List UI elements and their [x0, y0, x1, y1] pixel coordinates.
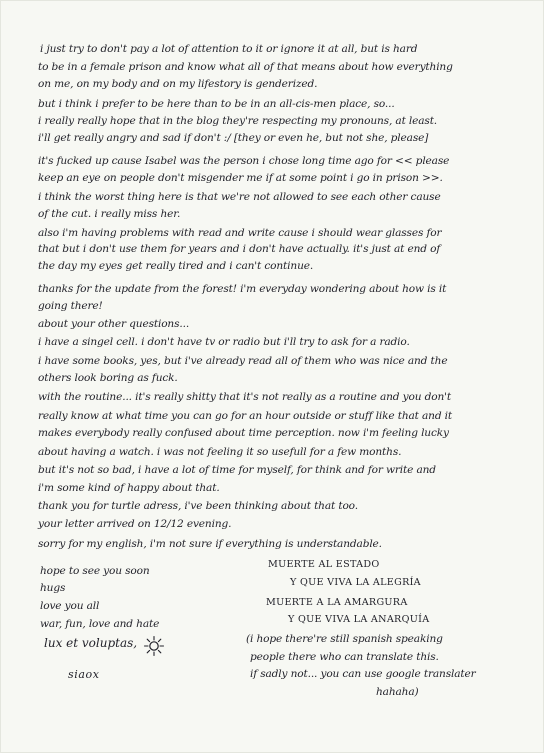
letter-line: that but i don't use them for years and i don't have actually. it's just at end of	[38, 243, 441, 255]
letter-line: others look boring as fuck.	[38, 372, 178, 384]
letter-line: it's fucked up cause Isabel was the person i chose long time ago for << please	[38, 155, 450, 167]
sun-doodle-icon	[143, 635, 165, 657]
closing-line: hugs	[40, 582, 66, 594]
spanish-line: Y QUE VIVA LA ANARQUÍA	[288, 614, 430, 625]
closing-line: love you all	[40, 600, 100, 612]
letter-line: about your other questions...	[38, 318, 190, 330]
note-line: (i hope there're still spanish speaking	[246, 633, 443, 645]
note-line: hahaha)	[376, 686, 419, 698]
letter-line: makes everybody really confused about time perception. now i'm feeling lucky	[38, 427, 449, 439]
letter-line: thanks for the update from the forest! i'm everyday wondering about how is it	[38, 283, 447, 295]
letter-line: i'm some kind of happy about that.	[38, 482, 220, 494]
letter-line: i really really hope that in the blog they're respecting my pronouns, at least.	[38, 115, 438, 127]
letter-line: your letter arrived on 12/12 evening.	[38, 518, 232, 530]
spanish-line: MUERTE AL ESTADO	[268, 559, 380, 570]
letter-line: i think the worst thing here is that we're not allowed to see each other cause	[38, 191, 441, 203]
letter-line: but it's not so bad, i have a lot of time for myself, for think and for write and	[38, 464, 436, 476]
letter-line: the day my eyes get really tired and i can't continue.	[38, 260, 314, 272]
letter-line: i have a singel cell. i don't have tv or radio but i'll try to ask for a radio.	[38, 336, 410, 348]
note-line: if sadly not... you can use google translater	[250, 668, 476, 680]
letter-line: with the routine... it's really shitty that it's not really as a routine and you don't	[38, 391, 451, 403]
letter-line: also i'm having problems with read and write cause i should wear glasses for	[38, 227, 442, 239]
letter-line: i'll get really angry and sad if don't :/ [they or even he, but not she, please]	[38, 132, 429, 144]
letter-line: i have some books, yes, but i've already read all of them who was nice and the	[38, 355, 448, 367]
letter-line: keep an eye on people don't misgender me if at some point i go in prison >>.	[38, 172, 443, 184]
letter-line: but i think i prefer to be here than to be in an all-cis-men place, so...	[38, 98, 395, 110]
signature-motto: lux et voluptas,	[44, 636, 138, 650]
letter-line: sorry for my english, i'm not sure if everything is understandable.	[38, 538, 382, 550]
letter-line: thank you for turtle adress, i've been thinking about that too.	[38, 500, 358, 512]
letter-line: i just try to don't pay a lot of attention to it or ignore it at all, but is hard	[40, 43, 418, 55]
letter-line: of the cut. i really miss her.	[38, 208, 181, 220]
letter-line: really know at what time you can go for an hour outside or stuff like that and it	[38, 410, 453, 422]
letter-line: going there!	[38, 300, 103, 312]
signature-name: siaox	[68, 668, 100, 681]
letter-line: to be in a female prison and know what all of that means about how everything	[38, 61, 453, 73]
closing-line: war, fun, love and hate	[40, 618, 160, 630]
spanish-line: Y QUE VIVA LA ALEGRÍA	[290, 577, 421, 588]
note-line: people there who can translate this.	[250, 651, 439, 663]
letter-line: on me, on my body and on my lifestory is genderized.	[38, 78, 318, 90]
letter-line: about having a watch. i was not feeling it so usefull for a few months.	[38, 446, 402, 458]
closing-line: hope to see you soon	[40, 565, 150, 577]
spanish-line: MUERTE A LA AMARGURA	[266, 597, 408, 608]
